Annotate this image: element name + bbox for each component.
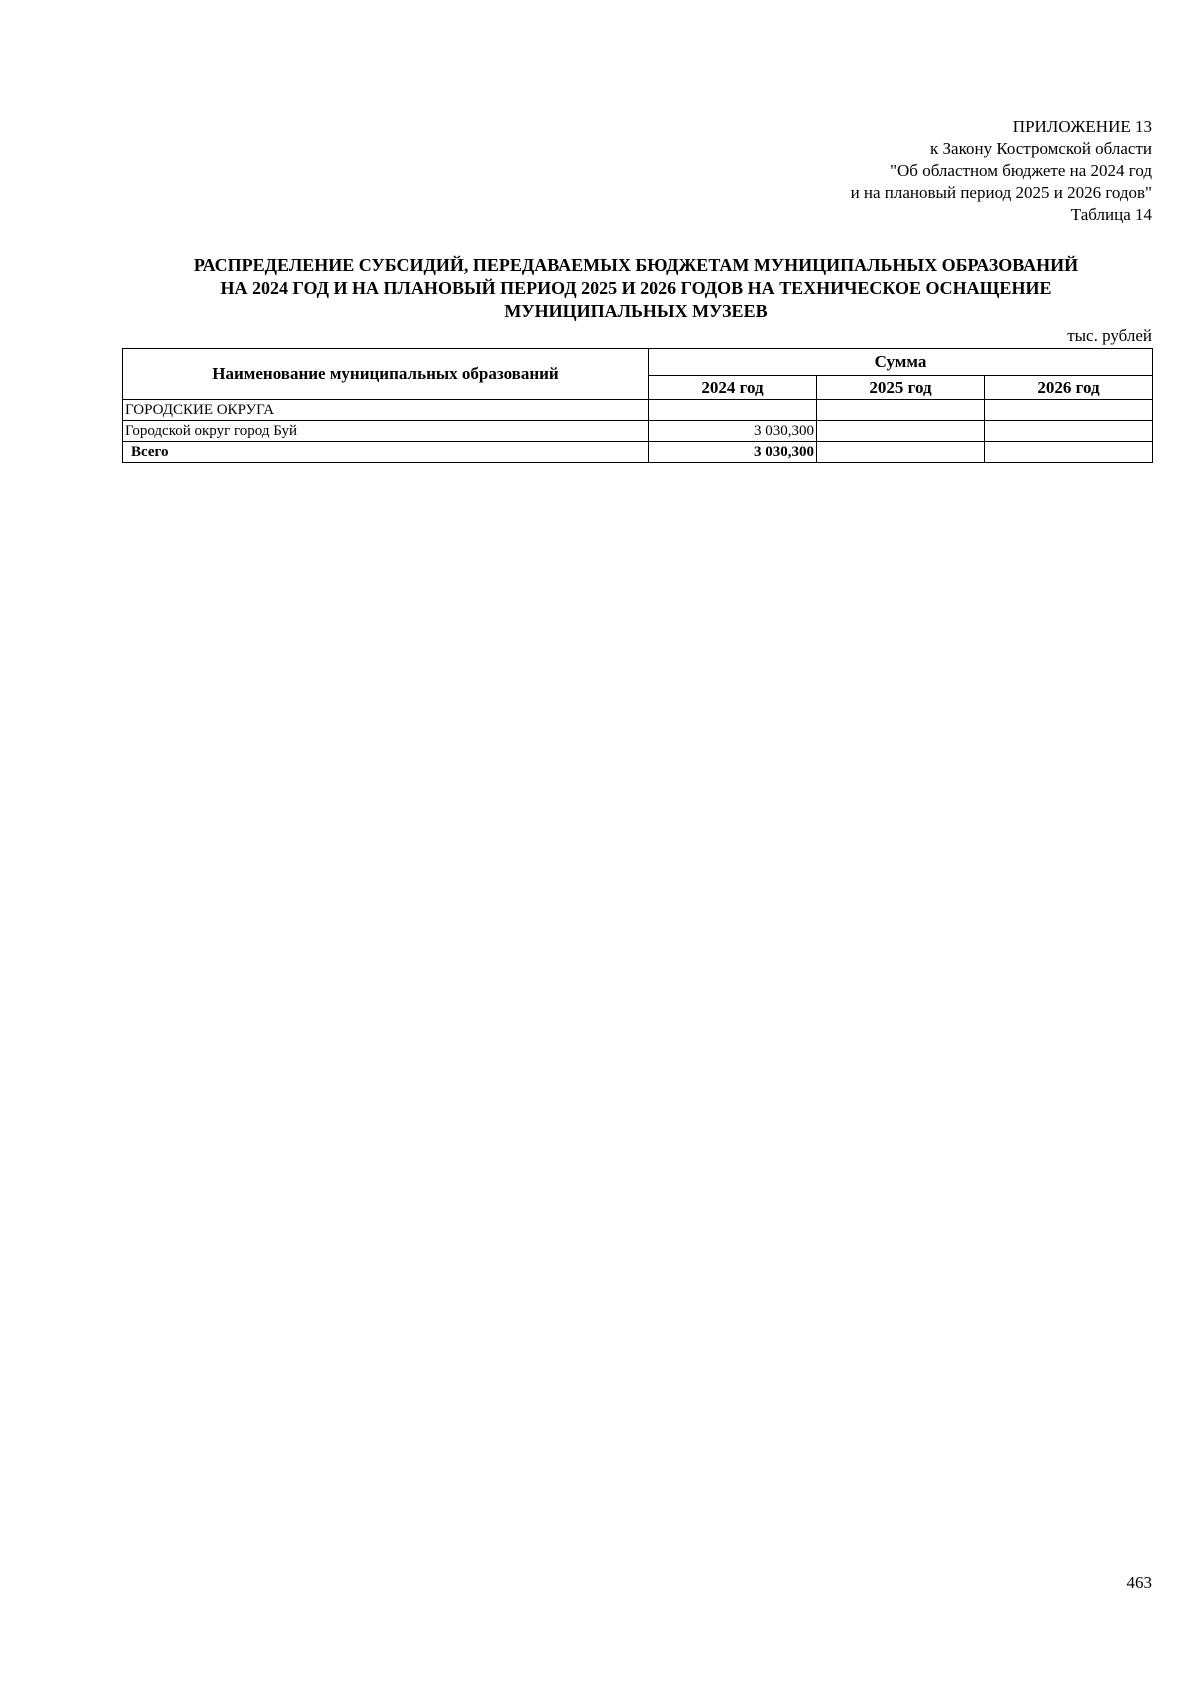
title-line-1: РАСПРЕДЕЛЕНИЕ СУБСИДИЙ, ПЕРЕДАВАЕМЫХ БЮДЖЕТАМ МУНИЦИПАЛЬНЫХ ОБРАЗОВАНИЙ xyxy=(193,255,1079,275)
appendix-header xyxy=(851,116,1152,226)
page-number: 463 xyxy=(1126,1573,1152,1592)
table-label: Таблица 14 xyxy=(1070,205,1152,224)
appendix-law-title-line1: "Об областном бюджете на 2024 год xyxy=(890,161,1152,180)
municipality-name: Городской округ город Буй xyxy=(123,421,649,442)
appendix-law-line: к Закону Костромской области xyxy=(930,139,1152,158)
table-row-section xyxy=(123,400,1153,421)
column-header-2024: 2024 год xyxy=(649,376,817,400)
column-header-2025: 2025 год xyxy=(817,376,985,400)
table-row-total xyxy=(123,442,1153,463)
table-row xyxy=(123,421,1153,442)
total-label: Всего xyxy=(123,442,649,463)
title-line-3: МУНИЦИПАЛЬНЫХ МУЗЕЕВ xyxy=(504,301,768,321)
value-2024: 3 030,300 xyxy=(649,421,817,442)
total-2026 xyxy=(985,442,1153,463)
column-header-sum: Сумма xyxy=(649,349,1153,376)
column-header-2026: 2026 год xyxy=(985,376,1153,400)
appendix-law-title-line2: и на плановый период 2025 и 2026 годов" xyxy=(850,183,1152,202)
cell-empty xyxy=(817,400,985,421)
subsidy-table xyxy=(122,348,1153,463)
title-line-2: НА 2024 ГОД И НА ПЛАНОВЫЙ ПЕРИОД 2025 И 2026 ГОДОВ НА ТЕХНИЧЕСКОЕ ОСНАЩЕНИЕ xyxy=(220,278,1052,298)
value-2026 xyxy=(985,421,1153,442)
total-2024: 3 030,300 xyxy=(649,442,817,463)
total-2025 xyxy=(817,442,985,463)
cell-empty xyxy=(649,400,817,421)
document-title xyxy=(122,254,1150,323)
cell-empty xyxy=(985,400,1153,421)
column-header-name: Наименование муниципальных образований xyxy=(123,349,649,400)
units-label: тыс. рублей xyxy=(1067,326,1152,345)
value-2025 xyxy=(817,421,985,442)
appendix-number: ПРИЛОЖЕНИЕ 13 xyxy=(1012,117,1152,136)
section-label: ГОРОДСКИЕ ОКРУГА xyxy=(123,400,649,421)
